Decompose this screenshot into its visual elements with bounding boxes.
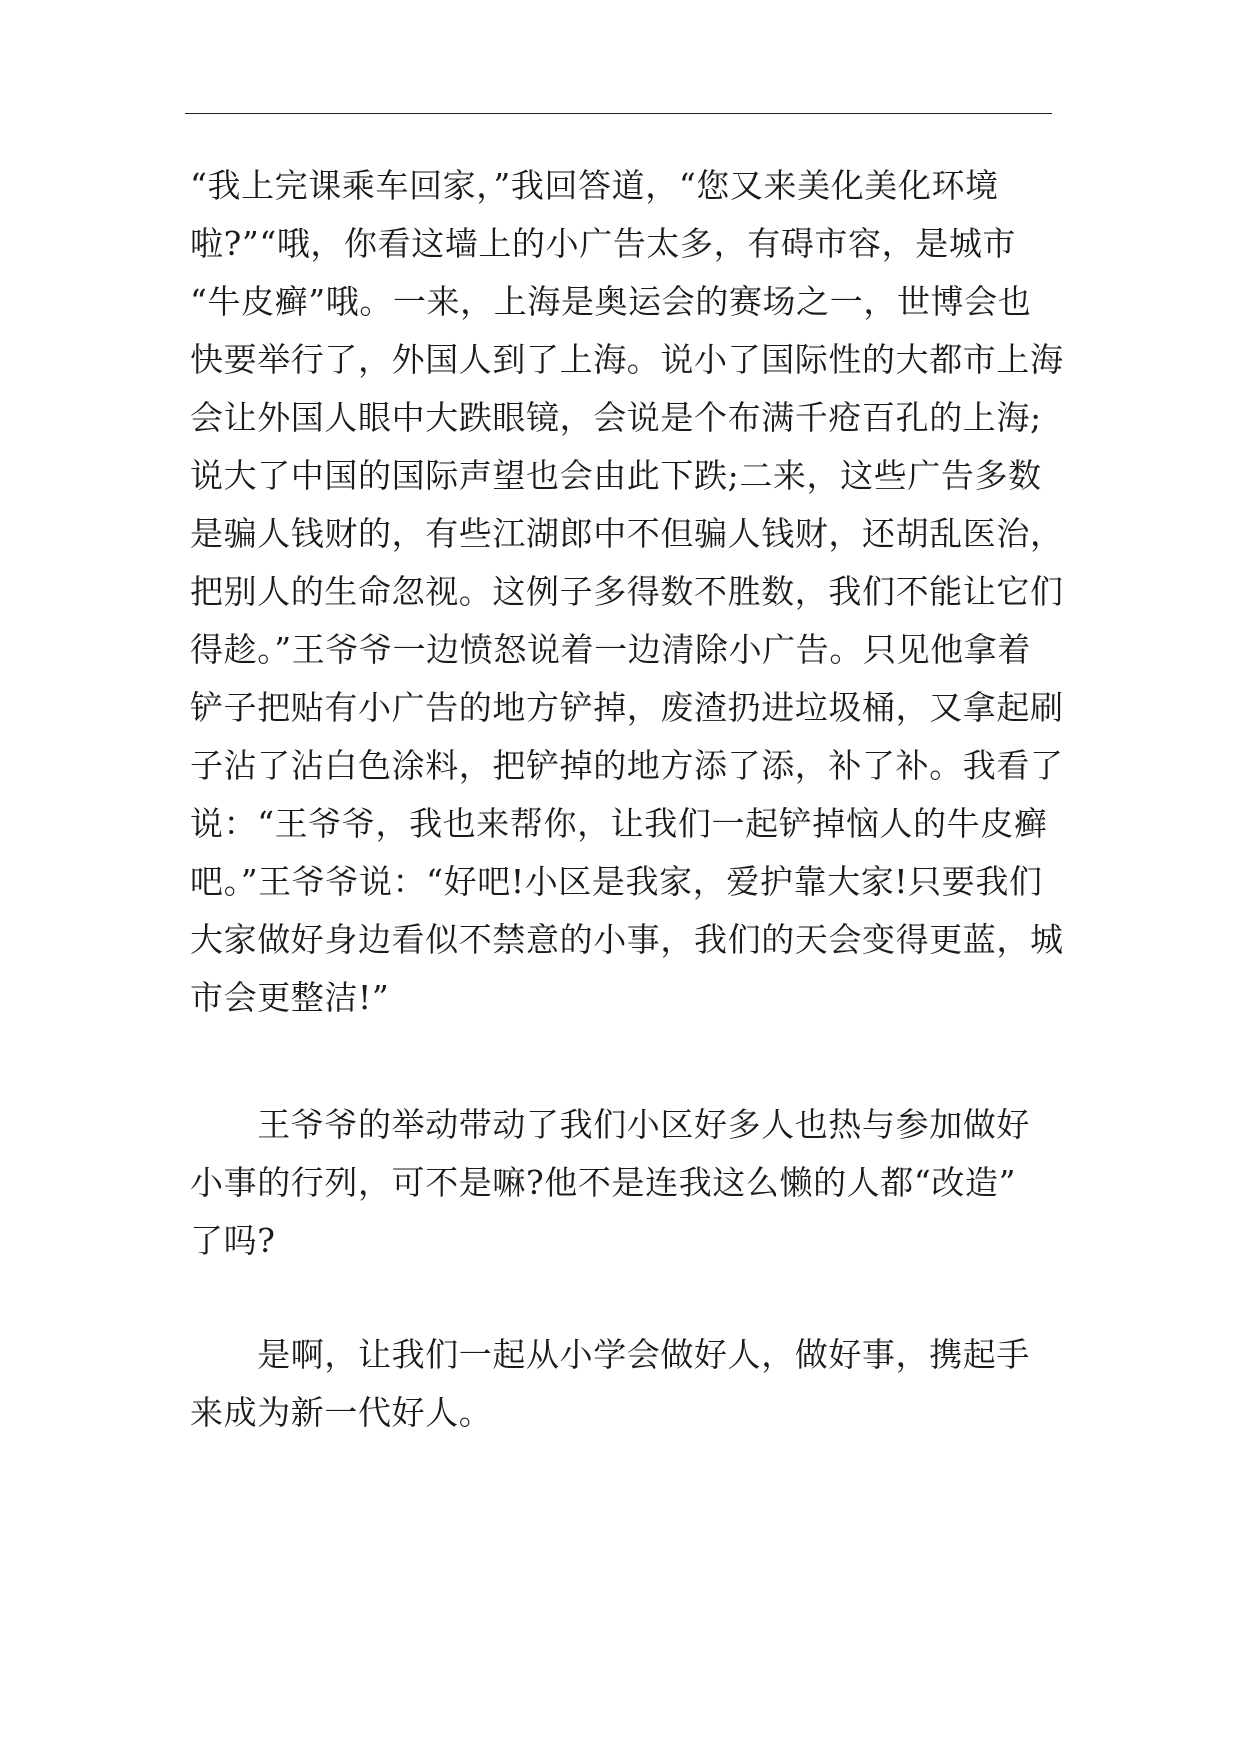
header-rule [185,113,1052,114]
text-line: 会让外国人眼中大跌眼镜，会说是个布满千疮百孔的上海; [190,398,1042,437]
text-line: 市会更整洁!” [190,978,390,1017]
text-line: 是啊，让我们一起从小学会做好人，做好事，携起手 [190,1335,1030,1374]
text-line: “牛皮癣”哦。一来，上海是奥运会的赛场之一，世博会也 [190,282,1032,321]
text-line: 是骗人钱财的，有些江湖郎中不但骗人钱财，还胡乱医治， [190,514,1064,553]
text-line: 说大了中国的国际声望也会由此下跌;二来，这些广告多数 [190,456,1042,495]
text-line: 吧。”王爷爷说：“好吧!小区是我家，爱护靠大家!只要我们 [190,862,1043,901]
text-line: 快要举行了，外国人到了上海。说小了国际性的大都市上海 [190,340,1064,379]
text-line: 铲子把贴有小广告的地方铲掉，废渣扔进垃圾桶，又拿起刷 [190,688,1064,727]
text-line: 把别人的生命忽视。这例子多得数不胜数，我们不能让它们 [190,572,1064,611]
text-line: 王爷爷的举动带动了我们小区好多人也热与参加做好 [190,1105,1030,1144]
text-line: 子沾了沾白色涂料，把铲掉的地方添了添，补了补。我看了 [190,746,1064,785]
text-line: 来成为新一代好人。 [190,1393,493,1432]
text-line: 小事的行列，可不是嘛?他不是连我这么懒的人都“改造” [190,1163,1017,1202]
text-line: 说：“王爷爷，我也来帮你，让我们一起铲掉恼人的牛皮癣 [190,804,1048,843]
text-line: “我上完课乘车回家，”我回答道，“您又来美化美化环境 [190,166,999,205]
text-line: 得趁。”王爷爷一边愤怒说着一边清除小广告。只见他拿着 [190,630,1031,669]
text-line: 啦?”“哦，你看这墙上的小广告太多，有碍市容，是城市 [190,224,1017,263]
text-line: 大家做好身边看似不禁意的小事，我们的天会变得更蓝，城 [190,920,1064,959]
text-line: 了吗? [190,1221,276,1260]
